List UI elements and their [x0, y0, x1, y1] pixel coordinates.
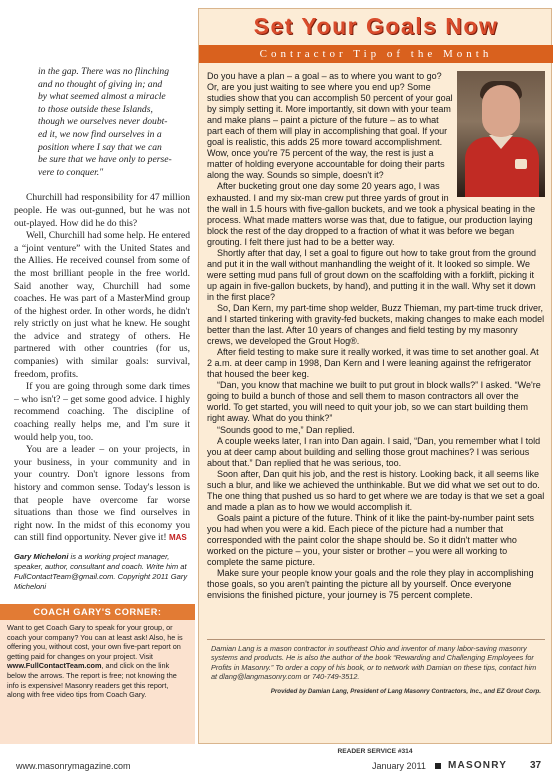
quote-line: and no thought of giving in; and — [38, 78, 163, 90]
paragraph: “Dan, you know that machine we built to put grout in block walls?” I asked. “We're going to build a bunch of those and sell them to mason contractors all over the world. To get started, you will need to quit your job, so we can start building them right away. What do you think?” — [207, 380, 541, 424]
page-footer — [0, 760, 559, 774]
paragraph: Do you have a plan – a goal – as to where you want to go? Or, are you just waiting to see where you end up? Some studies show that you can accomplish 50 percent of your goal by simply setting it. More importantly, sit down with your team and make plans – paint a picture of the future – as to what part each of them will play in accomplishing that goal. If your goal is realistic, this adds 25 more toward accomplishment. Wow, once you're 75 percent of the way, the rest is just a matter of holding everyone accountable for doing their parts along the way. Sounds so simple, doesn't it? — [207, 71, 453, 181]
end-mark: MAS — [168, 533, 187, 543]
footer-url[interactable]: www.masonrymagazine.com — [16, 761, 131, 771]
paragraph: Soon after, Dan quit his job, and the rest is history. Looking back, it all seems like such a blur, and like we achieved the unthinkable. But we did what we set out to do. The one thing that pushed us so hard to get where we are today is that we set a goal and made a plan as to how we would accomplish it. — [207, 468, 545, 512]
provided-by: Provided by Damian Lang, President of Lang Masonry Contractors, Inc., and EZ Grout Corp. — [270, 687, 541, 695]
paragraph: After field testing to make sure it really worked, it was time to set another goal. At 2 a.m. at deer camp in 1998, Dan Kern and I were leaning against the refrigerator that housed the beer keg. — [207, 347, 539, 380]
bio-name: Gary Micheloni — [14, 551, 69, 561]
coach-corner-text — [0, 620, 195, 700]
paragraph: Goals paint a picture of the future. Think of it like the paint-by-number paint sets you had when you were a kid. Each piece of the picture had a number that corresponded with the paint color the shape should be. So it didn't matter who worked on the picture – you, your sister or brother – you were all working to complete the same picture. — [207, 512, 535, 568]
coach-text-1: Want to get Coach Gary to speak for your group, or coach your company? You can at least ask! Also, he is offering you, without cost, your own five-part report on getting paid for changes on your project. Visit — [7, 623, 183, 661]
paragraph: So, Dan Kern, my part-time shop welder, Buzz Thieman, my part-time truck driver, and I started tinkering with gravity-fed buckets, making changes to make each model better than the last. After 10 years of changes and field testing by my masonry crews, we developed the Grout Hog®. — [207, 302, 545, 347]
author-bio — [14, 552, 190, 592]
paragraph: A couple weeks later, I ran into Dan again. I said, “Dan, you remember what I told you at deer camp about building and selling those grout machines? I was serious about that.” Dan replied that he was serious, too. — [207, 435, 541, 468]
paragraph: Shortly after that day, I set a goal to figure out how to take grout from the ground and put it in the wall without manhandling the weight of it. It looked so simple. We were setting mud pans full of grout down on the scaffolding with a forklift, picking it up again in five-gallon buckets, by hand), and putting it in the wall. Why set it down in the first place? — [207, 247, 537, 302]
coach-corner-box — [0, 604, 195, 744]
footer-date: January 2011 — [372, 761, 426, 771]
quote-line: be sure that we have only to perse- — [38, 154, 172, 166]
tip-panel — [198, 8, 552, 744]
coach-corner-heading: COACH GARY'S CORNER: — [0, 604, 195, 620]
paragraph — [14, 444, 190, 545]
quote-line: to those outside these Islands, — [38, 103, 153, 115]
quote-line: vere to conquer." — [38, 166, 104, 178]
author-photo — [457, 71, 545, 197]
left-column — [14, 66, 190, 592]
churchill-quote — [38, 66, 190, 179]
author-note-box — [207, 639, 545, 695]
magazine-name: MASONRY — [448, 760, 508, 771]
reader-service: READER SERVICE #314 — [337, 748, 413, 755]
coach-text-2: , and click on the link below the arrows. The report is free; not knowing the info is expensive! Masonry readers get this report, along with free video tips from Coach Gary. — [7, 661, 177, 700]
paragraph: “Sounds good to me,” Dan replied. — [217, 424, 355, 435]
paragraph: Well, Churchill had some help. He entered a “joint venture” with the United States and the Allies. He received counsel from some of the most brilliant people in the free world. Said another way, Churchill had some coaches. He was part of a MasterMind group of the highest order. In other words, he didn't rely strictly on just what he knew. He sought the advice and strategy of others. He partnered with other countries (for us, companies) with similar goals: survival, freedom, profits. — [14, 230, 190, 380]
coach-link[interactable]: www.FullContactTeam.com — [7, 661, 102, 671]
quote-line: by what seemed almost a miracle — [38, 91, 166, 103]
paragraph: Churchill had responsibility for 47 million people. He was out-gunned, but he was not out-played. How did he do this? — [14, 192, 190, 229]
left-body-text — [14, 192, 190, 545]
paragraph-text: You are a leader – on your projects, in your business, in your community and in your country. Don't ignore lessons from history and common sense. Today's lesson is that people have overcome far worse situations than those we find ourselves in right now. In the midst of this economy you can still find opportunity. Never give it! — [14, 444, 190, 544]
quote-line: though we ourselves never doubt- — [38, 116, 168, 128]
paragraph: If you are going through some dark times – who isn't? – get some good advice. I highly recommend coaching. The discipline of coaching really helps me, and I'm sure it would help you, too. — [14, 381, 190, 443]
bio-text: is a working project manager, speaker, author, consultant and coach. Write him at FullContactTeam@gmail.com. Copyright 2011 Gary Micheloni — [14, 551, 188, 591]
quote-line: ed it, we now find ourselves in a — [38, 128, 162, 140]
quote-line: in the gap. There was no flinching — [38, 66, 170, 77]
page-number: 37 — [530, 760, 542, 771]
quote-line: position where I say that we can — [38, 141, 162, 153]
author-note: Damian Lang is a mason contractor in southeast Ohio and inventor of many labor-saving masonry systems and products. He is also the author of the book “Rewarding and Challenging Employees for Profits in Masonry.” To order a copy of his book, or to network with Damian on these tips, contact him at dlang@langmasonry.com or 740-749-3512. — [211, 644, 537, 682]
square-bullet-icon — [435, 763, 441, 769]
panel-subtitle: Contractor Tip of the Month — [199, 45, 553, 63]
paragraph: After bucketing grout one day some 20 years ago, I was exhausted. I and my six-man crew put three yards of grout in the wall in 1.5 hours with five-gallon buckets, and we took a physical beating in the process. What made matters worse was that, due to fatigue, our production laying block the rest of the day dropped to a fraction of what it was before we began grouting. I felt there just had to be a better way. — [207, 181, 536, 247]
paragraph: Make sure your people know your goals and the role they play in accomplishing those goals, so you aren't painting the picture all by yourself. Once everyone envisions the finished picture, your journey is 75 percent complete. — [207, 568, 534, 601]
panel-title: Set Your Goals Now — [253, 13, 499, 39]
